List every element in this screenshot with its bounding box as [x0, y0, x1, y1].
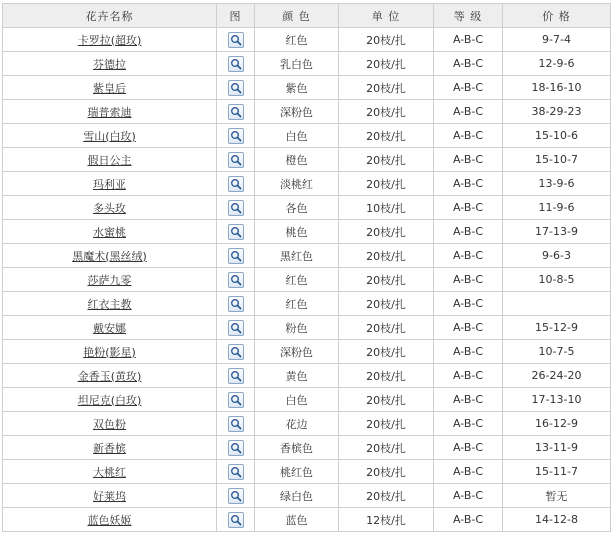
- color-cell: 红色: [255, 292, 339, 316]
- price-cell: 16-12-9: [503, 412, 611, 436]
- unit-cell: 20枝/扎: [339, 244, 434, 268]
- flower-name-link[interactable]: 多头玫: [93, 201, 126, 215]
- table-row: [3, 388, 611, 412]
- image-cell: [217, 52, 255, 76]
- flower-name-cell: [3, 460, 217, 484]
- table-row: [3, 124, 611, 148]
- flower-name-link[interactable]: 艳粉(影星): [83, 345, 136, 359]
- flower-name-cell: [3, 364, 217, 388]
- price-cell: 9-6-3: [503, 244, 611, 268]
- unit-cell: 20枝/扎: [339, 76, 434, 100]
- color-cell: 淡桃红: [255, 172, 339, 196]
- grade-cell: A-B-C: [434, 364, 503, 388]
- price-cell: [503, 292, 611, 316]
- magnifier-zoom-icon[interactable]: [228, 488, 244, 504]
- price-cell: 11-9-6: [503, 196, 611, 220]
- magnifier-zoom-icon[interactable]: [228, 464, 244, 480]
- flower-name-cell: [3, 100, 217, 124]
- grade-cell: A-B-C: [434, 28, 503, 52]
- flower-name-link[interactable]: 紫皇后: [93, 81, 126, 95]
- color-cell: 粉色: [255, 316, 339, 340]
- color-cell: 各色: [255, 196, 339, 220]
- image-cell: [217, 412, 255, 436]
- image-cell: [217, 220, 255, 244]
- unit-cell: 20枝/扎: [339, 124, 434, 148]
- image-cell: [217, 268, 255, 292]
- grade-cell: A-B-C: [434, 508, 503, 532]
- price-cell: 10-7-5: [503, 340, 611, 364]
- table-row: [3, 508, 611, 532]
- unit-cell: 20枝/扎: [339, 268, 434, 292]
- flower-name-link[interactable]: 双色粉: [93, 417, 126, 431]
- magnifier-zoom-icon[interactable]: [228, 80, 244, 96]
- image-cell: [217, 76, 255, 100]
- flower-price-table: [2, 3, 611, 532]
- table-header-row: [3, 4, 611, 28]
- flower-name-link[interactable]: 坦尼克(白玫): [77, 393, 142, 407]
- unit-cell: 12枝/扎: [339, 508, 434, 532]
- color-cell: 黑红色: [255, 244, 339, 268]
- flower-name-cell: [3, 340, 217, 364]
- magnifier-zoom-icon[interactable]: [228, 320, 244, 336]
- color-cell: 蓝色: [255, 508, 339, 532]
- unit-cell: 20枝/扎: [339, 340, 434, 364]
- flower-name-link[interactable]: 戴安娜: [93, 321, 126, 335]
- price-cell: 17-13-10: [503, 388, 611, 412]
- flower-name-link[interactable]: 红衣主教: [87, 297, 132, 311]
- magnifier-zoom-icon[interactable]: [228, 224, 244, 240]
- color-cell: 香槟色: [255, 436, 339, 460]
- magnifier-zoom-icon[interactable]: [228, 56, 244, 72]
- color-cell: 红色: [255, 28, 339, 52]
- header-image: 图: [217, 4, 255, 28]
- image-cell: [217, 436, 255, 460]
- flower-name-cell: [3, 244, 217, 268]
- grade-cell: A-B-C: [434, 100, 503, 124]
- flower-name-link[interactable]: 雪山(白玫): [83, 129, 136, 143]
- image-cell: [217, 364, 255, 388]
- unit-cell: 20枝/扎: [339, 460, 434, 484]
- unit-cell: 20枝/扎: [339, 412, 434, 436]
- grade-cell: A-B-C: [434, 436, 503, 460]
- flower-name-link[interactable]: 玛利亚: [93, 177, 126, 191]
- grade-cell: A-B-C: [434, 316, 503, 340]
- price-cell: 15-10-6: [503, 124, 611, 148]
- magnifier-zoom-icon[interactable]: [228, 152, 244, 168]
- grade-cell: A-B-C: [434, 388, 503, 412]
- magnifier-zoom-icon[interactable]: [228, 248, 244, 264]
- color-cell: 黄色: [255, 364, 339, 388]
- color-cell: 桃红色: [255, 460, 339, 484]
- table-row: [3, 52, 611, 76]
- color-cell: 绿白色: [255, 484, 339, 508]
- header-color: 颜 色: [255, 4, 339, 28]
- flower-name-link[interactable]: 瑞普索迪: [87, 105, 132, 119]
- magnifier-zoom-icon[interactable]: [228, 176, 244, 192]
- image-cell: [217, 124, 255, 148]
- flower-name-cell: [3, 388, 217, 412]
- image-cell: [217, 460, 255, 484]
- price-cell: 38-29-23: [503, 100, 611, 124]
- table-row: [3, 172, 611, 196]
- price-cell: 10-8-5: [503, 268, 611, 292]
- table-row: [3, 220, 611, 244]
- flower-name-cell: [3, 220, 217, 244]
- grade-cell: A-B-C: [434, 172, 503, 196]
- table-row: [3, 28, 611, 52]
- image-cell: [217, 148, 255, 172]
- grade-cell: A-B-C: [434, 484, 503, 508]
- unit-cell: 20枝/扎: [339, 172, 434, 196]
- image-cell: [217, 508, 255, 532]
- grade-cell: A-B-C: [434, 268, 503, 292]
- flower-name-link[interactable]: 芬德拉: [93, 57, 126, 71]
- image-cell: [217, 28, 255, 52]
- color-cell: 橙色: [255, 148, 339, 172]
- flower-name-cell: [3, 316, 217, 340]
- flower-name-cell: [3, 436, 217, 460]
- unit-cell: 20枝/扎: [339, 148, 434, 172]
- flower-name-link[interactable]: 新香槟: [93, 441, 126, 455]
- header-unit: 单 位: [339, 4, 434, 28]
- price-cell: 18-16-10: [503, 76, 611, 100]
- flower-name-cell: [3, 412, 217, 436]
- flower-name-cell: [3, 508, 217, 532]
- table-row: [3, 268, 611, 292]
- price-cell: 17-13-9: [503, 220, 611, 244]
- image-cell: [217, 292, 255, 316]
- unit-cell: 20枝/扎: [339, 364, 434, 388]
- color-cell: 乳白色: [255, 52, 339, 76]
- image-cell: [217, 388, 255, 412]
- unit-cell: 20枝/扎: [339, 316, 434, 340]
- flower-name-cell: [3, 52, 217, 76]
- flower-name-cell: [3, 124, 217, 148]
- unit-cell: 20枝/扎: [339, 436, 434, 460]
- header-price: 价 格: [503, 4, 611, 28]
- flower-name-link[interactable]: 蓝色妖姬: [87, 513, 132, 527]
- image-cell: [217, 340, 255, 364]
- flower-name-cell: [3, 484, 217, 508]
- table-row: [3, 292, 611, 316]
- flower-name-cell: [3, 28, 217, 52]
- table-row: [3, 76, 611, 100]
- color-cell: 白色: [255, 124, 339, 148]
- flower-name-cell: [3, 196, 217, 220]
- grade-cell: A-B-C: [434, 292, 503, 316]
- price-cell: 12-9-6: [503, 52, 611, 76]
- magnifier-zoom-icon[interactable]: [228, 296, 244, 312]
- flower-name-link[interactable]: 莎萨九零: [87, 273, 132, 287]
- color-cell: 桃色: [255, 220, 339, 244]
- table-row: [3, 460, 611, 484]
- price-cell: 13-9-6: [503, 172, 611, 196]
- color-cell: 深粉色: [255, 340, 339, 364]
- flower-name-cell: [3, 292, 217, 316]
- flower-name-link[interactable]: 金香玉(黄玫): [77, 369, 142, 383]
- image-cell: [217, 316, 255, 340]
- grade-cell: A-B-C: [434, 124, 503, 148]
- grade-cell: A-B-C: [434, 412, 503, 436]
- flower-name-link[interactable]: 大桃红: [93, 465, 126, 479]
- grade-cell: A-B-C: [434, 76, 503, 100]
- price-cell: 15-11-7: [503, 460, 611, 484]
- color-cell: 花边: [255, 412, 339, 436]
- price-cell: 15-10-7: [503, 148, 611, 172]
- flower-name-link[interactable]: 好莱坞: [93, 489, 126, 503]
- unit-cell: 20枝/扎: [339, 484, 434, 508]
- flower-name-cell: [3, 268, 217, 292]
- unit-cell: 20枝/扎: [339, 220, 434, 244]
- magnifier-zoom-icon[interactable]: [228, 416, 244, 432]
- flower-name-link[interactable]: 水蜜桃: [93, 225, 126, 239]
- unit-cell: 20枝/扎: [339, 100, 434, 124]
- color-cell: 紫色: [255, 76, 339, 100]
- color-cell: 红色: [255, 268, 339, 292]
- flower-name-cell: [3, 172, 217, 196]
- unit-cell: 20枝/扎: [339, 388, 434, 412]
- flower-name-link[interactable]: 黑魔术(黑丝绒): [72, 249, 147, 263]
- price-cell: 13-11-9: [503, 436, 611, 460]
- flower-name-link[interactable]: 假日公主: [87, 153, 132, 167]
- table-row: [3, 436, 611, 460]
- flower-name-cell: [3, 76, 217, 100]
- magnifier-zoom-icon[interactable]: [228, 392, 244, 408]
- price-cell: 26-24-20: [503, 364, 611, 388]
- grade-cell: A-B-C: [434, 196, 503, 220]
- unit-cell: 10枝/扎: [339, 196, 434, 220]
- magnifier-zoom-icon[interactable]: [228, 32, 244, 48]
- color-cell: 白色: [255, 388, 339, 412]
- grade-cell: A-B-C: [434, 52, 503, 76]
- unit-cell: 20枝/扎: [339, 292, 434, 316]
- table-row: [3, 244, 611, 268]
- table-row: [3, 316, 611, 340]
- magnifier-zoom-icon[interactable]: [228, 344, 244, 360]
- table-row: [3, 340, 611, 364]
- image-cell: [217, 100, 255, 124]
- image-cell: [217, 244, 255, 268]
- magnifier-zoom-icon[interactable]: [228, 128, 244, 144]
- magnifier-zoom-icon[interactable]: [228, 368, 244, 384]
- color-cell: 深粉色: [255, 100, 339, 124]
- magnifier-zoom-icon[interactable]: [228, 200, 244, 216]
- price-cell: 暂无: [503, 484, 611, 508]
- unit-cell: 20枝/扎: [339, 52, 434, 76]
- grade-cell: A-B-C: [434, 220, 503, 244]
- grade-cell: A-B-C: [434, 148, 503, 172]
- magnifier-zoom-icon[interactable]: [228, 104, 244, 120]
- magnifier-zoom-icon[interactable]: [228, 272, 244, 288]
- table-row: [3, 148, 611, 172]
- grade-cell: A-B-C: [434, 460, 503, 484]
- magnifier-zoom-icon[interactable]: [228, 440, 244, 456]
- flower-name-link[interactable]: 卡罗拉(超玫): [77, 33, 142, 47]
- table-row: [3, 484, 611, 508]
- header-flower-name: 花卉名称: [3, 4, 217, 28]
- image-cell: [217, 484, 255, 508]
- image-cell: [217, 196, 255, 220]
- grade-cell: A-B-C: [434, 340, 503, 364]
- price-cell: 15-12-9: [503, 316, 611, 340]
- image-cell: [217, 172, 255, 196]
- table-row: [3, 100, 611, 124]
- flower-name-cell: [3, 148, 217, 172]
- header-grade: 等 级: [434, 4, 503, 28]
- table-row: [3, 364, 611, 388]
- price-cell: 9-7-4: [503, 28, 611, 52]
- magnifier-zoom-icon[interactable]: [228, 512, 244, 528]
- table-row: [3, 412, 611, 436]
- table-row: [3, 196, 611, 220]
- unit-cell: 20枝/扎: [339, 28, 434, 52]
- grade-cell: A-B-C: [434, 244, 503, 268]
- price-cell: 14-12-8: [503, 508, 611, 532]
